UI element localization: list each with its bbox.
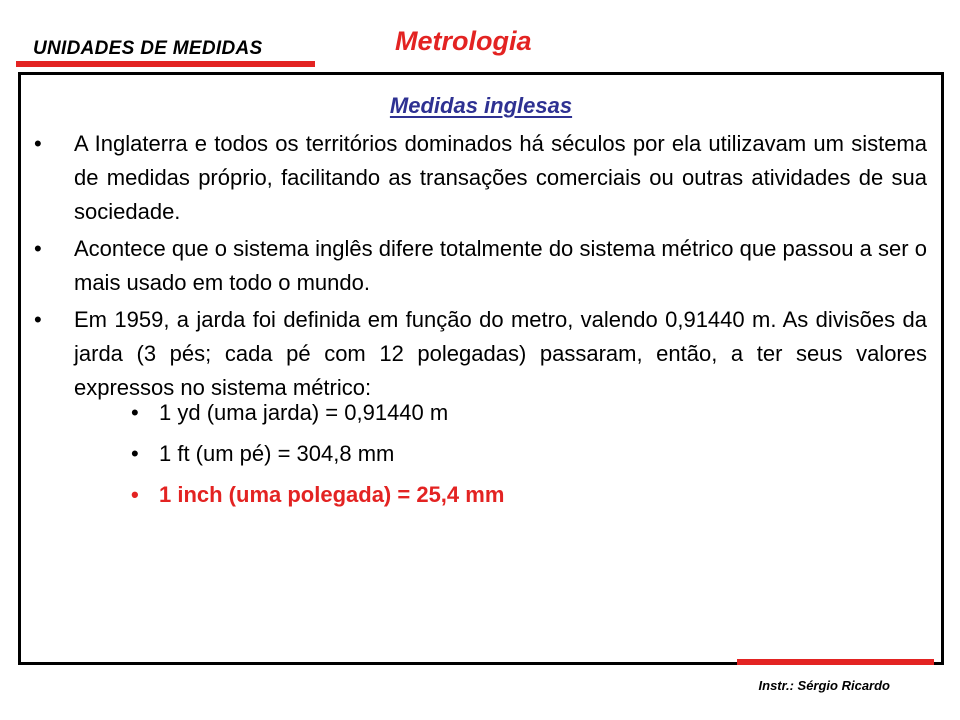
footer-accent-bar bbox=[737, 659, 934, 665]
bullet-icon: • bbox=[34, 307, 42, 332]
content-subtitle: Medidas inglesas bbox=[389, 93, 573, 118]
section-heading: UNIDADES DE MEDIDAS bbox=[33, 38, 263, 59]
conversion-item-foot bbox=[131, 440, 504, 468]
conversion-text: 1 ft (um pé) = 304,8 mm bbox=[159, 441, 395, 466]
conversion-text: 1 inch (uma polegada) = 25,4 mm bbox=[159, 482, 505, 507]
bullet-icon: • bbox=[34, 131, 42, 156]
conversion-text: 1 yd (uma jarda) = 0,91440 m bbox=[159, 400, 449, 425]
instructor-credit: Instr.: Sérgio Ricardo bbox=[758, 678, 890, 693]
content-panel bbox=[18, 72, 944, 665]
conversion-list bbox=[131, 399, 504, 522]
conversion-item-inch bbox=[131, 481, 504, 509]
bullet-list bbox=[34, 127, 927, 408]
list-item bbox=[34, 127, 927, 229]
bullet-icon: • bbox=[131, 441, 139, 466]
conversion-item-yard bbox=[131, 399, 504, 427]
bullet-text: Em 1959, a jarda foi definida em função do metro, valendo 0,91440 m. As divisões da jarda (3 pés; cada pé com 12 polegadas) passaram, então, a ter seus valores expressos no sistema métrico: bbox=[74, 307, 927, 400]
bullet-text: A Inglaterra e todos os territórios dominados há séculos por ela utilizavam um sistema de medidas próprio, facilitando as transações comerciais ou outras atividades de sua sociedade. bbox=[74, 131, 927, 224]
list-item bbox=[34, 303, 927, 405]
list-item bbox=[34, 232, 927, 300]
slide-title: Metrologia bbox=[395, 26, 532, 56]
bullet-text: Acontece que o sistema inglês difere totalmente do sistema métrico que passou a ser o mais usado em todo o mundo. bbox=[74, 236, 927, 295]
bullet-icon: • bbox=[131, 400, 139, 425]
bullet-icon: • bbox=[34, 236, 42, 261]
bullet-icon: • bbox=[131, 482, 139, 507]
header-accent-bar bbox=[16, 61, 315, 67]
